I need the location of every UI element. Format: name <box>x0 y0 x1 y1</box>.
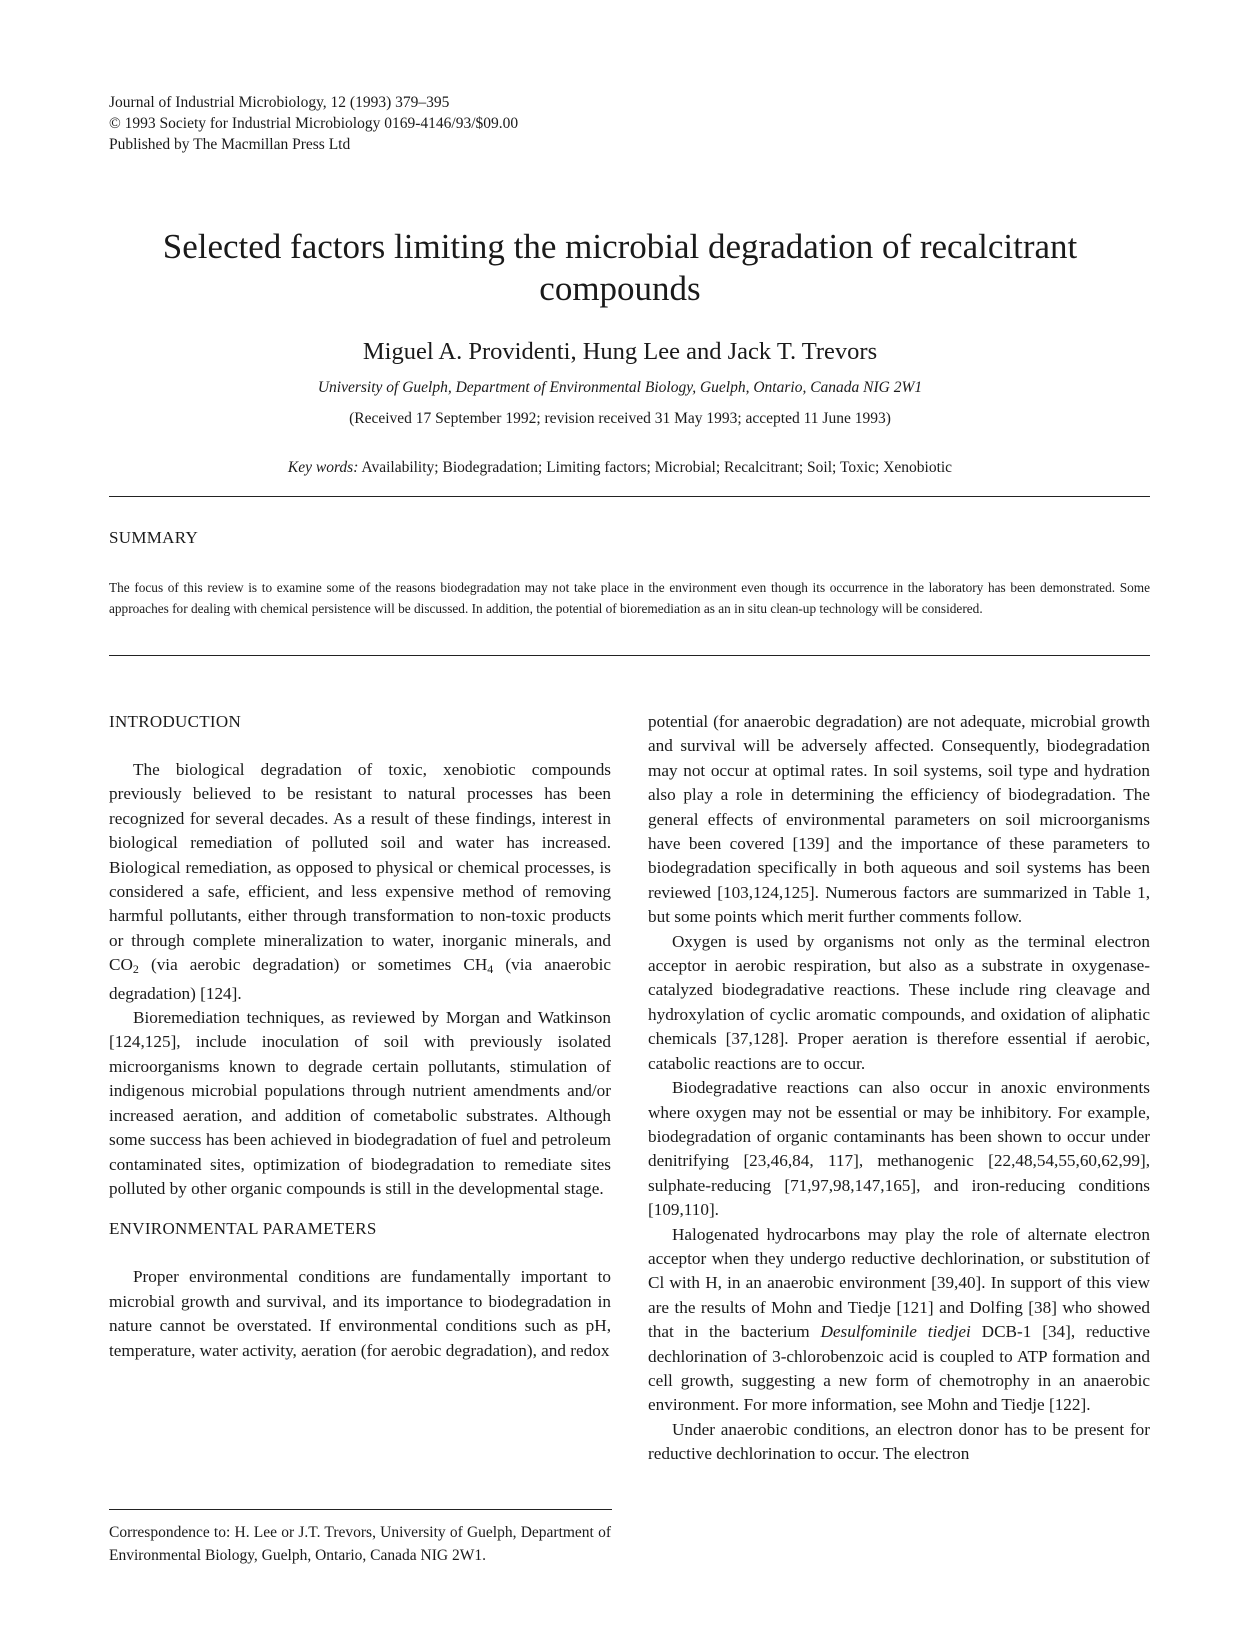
introduction-heading: INTRODUCTION <box>109 712 242 731</box>
article-title: Selected factors limiting the microbial degradation of recalcitrant compounds <box>162 227 1078 308</box>
environmental-paragraph-1: Proper environmental conditions are fundamentally important to microbial growth and survival, and its importance to biodegradation in nature cannot be overstated. If environmental conditions such as pH, temperature, water activity, aeration (for aerobic degradation), and redox <box>109 1267 611 1360</box>
left-column <box>109 710 611 1363</box>
summary-bottom-rule <box>109 655 1150 656</box>
right-paragraph-1: potential (for anaerobic degradation) are not adequate, microbial growth and survival will be adversely affected. Consequently, biodegradation may not occur at optimal rates. In soil systems, soil type and hydration also play a role in determining the efficiency of biodegradation. The general effects of environmental parameters on soil microorganisms have been covered [139] and the importance of these parameters to biodegradation specifically in both aqueous and soil systems has been reviewed [103,124,125]. Numerous factors are summarized in Table 1, but some points which merit further comments follow. <box>648 712 1150 927</box>
journal-header <box>109 92 518 155</box>
copyright-line: © 1993 Society for Industrial Microbiology 0169-4146/93/$09.00 <box>109 115 519 132</box>
right-paragraph-4: Halogenated hydrocarbons may play the role of alternate electron acceptor when they undergo reductive dechlorination, or substitution of Cl with H, in an anaerobic environment [39,40]. In support of this view are the results of Mohn and Tiedje [121] and Dolfing [38] who showed that in the bacterium Desulfominile tiedjei DCB-1 [34], reductive dechlorination of 3-chlorobenzoic acid is coupled to ATP formation and cell growth, suggesting a new form of chemotrophy in an anaerobic environment. For more information, see Mohn and Tiedje [122]. <box>648 1224 1151 1415</box>
correspondence-footnote: Correspondence to: H. Lee or J.T. Trevors, University of Guelph, Department of Environmental Biology, Guelph, Ontario, Canada NIG 2W1. <box>109 1524 611 1564</box>
received-dates: (Received 17 September 1992; revision received 31 May 1993; accepted 11 June 1993) <box>349 410 891 427</box>
publisher-line: Published by The Macmillan Press Ltd <box>109 136 351 153</box>
summary-heading: SUMMARY <box>109 528 199 547</box>
summary-top-rule <box>109 496 1150 497</box>
species-name: Desulfominile tiedjei <box>820 1322 971 1342</box>
keywords-list: Availability; Biodegradation; Limiting factors; Microbial; Recalcitrant; Soil; Toxic; Xenobiotic <box>361 459 953 476</box>
affiliation: University of Guelph, Department of Environmental Biology, Guelph, Ontario, Canada NIG 2W1 <box>317 379 923 396</box>
right-paragraph-2: Oxygen is used by organisms not only as the terminal electron acceptor in aerobic respiration, but also as a substrate in oxygenase-catalyzed biodegradative reactions. These include ring cleavage and hydroxylation of cyclic aromatic compounds, and oxidation of aliphatic chemicals [37,128]. Proper aeration is therefore essential if aerobic, catabolic reactions are to occur. <box>648 931 1150 1073</box>
right-column <box>648 710 1150 1467</box>
introduction-paragraph-1: The biological degradation of toxic, xenobiotic compounds previously believed to be resistant to natural processes has been recognized for several decades. As a result of these findings, interest in biological remediation of polluted soil and water has increased. Biological remediation, as opposed to physical or chemical processes, is considered a safe, efficient, and less expensive method of removing harmful pollutants, either through transformation to non-toxic products or through complete mineralization to water, inorganic minerals, and $CO_2$ (via aerobic degradation) or sometimes $CH_4$ (via anaerobic degradation) [124]. <box>109 760 611 1003</box>
keywords-label: Key words: <box>287 459 359 476</box>
author-list: Miguel A. Providenti, Hung Lee and Jack T. Trevors <box>362 338 878 365</box>
journal-citation: Journal of Industrial Microbiology, 12 (1993) 379–395 <box>109 94 450 111</box>
summary-text: The focus of this review is to examine some of the reasons biodegradation may not take place in the environment even though its occurrence in the laboratory has been demonstrated. Some approaches for dealing with chemical persistence will be discussed. In addition, the potential of bioremediation as an in situ clean-up technology will be considered. <box>109 580 1150 616</box>
footnote-rule <box>109 1509 612 1510</box>
keywords <box>120 458 1120 478</box>
introduction-paragraph-2: Bioremediation techniques, as reviewed by Morgan and Watkinson [124,125], include inoculation of soil with previously isolated microorganisms known to degrade certain pollutants, stimulation of indigenous microbial populations through nutrient amendments and/or increased aeration, and addition of cometabolic substrates. Although some success has been achieved in biodegradation of fuel and petroleum contaminated sites, optimization of biodegradation to remediate sites polluted by other organic compounds is still in the developmental stage. <box>109 1008 611 1198</box>
right-paragraph-3: Biodegradative reactions can also occur in anoxic environments where oxygen may not be essential or may be inhibitory. For example, biodegradation of organic contaminants has been shown to occur under denitrifying [23,46,84, 117], methanogenic [22,48,54,55,60,62,99], sulphate-reducing [71,97,98,147,165], and iron-reducing conditions [109,110]. <box>648 1078 1150 1220</box>
environmental-parameters-heading: ENVIRONMENTAL PARAMETERS <box>109 1219 377 1239</box>
right-paragraph-5: Under anaerobic conditions, an electron donor has to be present for reductive dechlorination to occur. The electron <box>648 1419 1150 1464</box>
